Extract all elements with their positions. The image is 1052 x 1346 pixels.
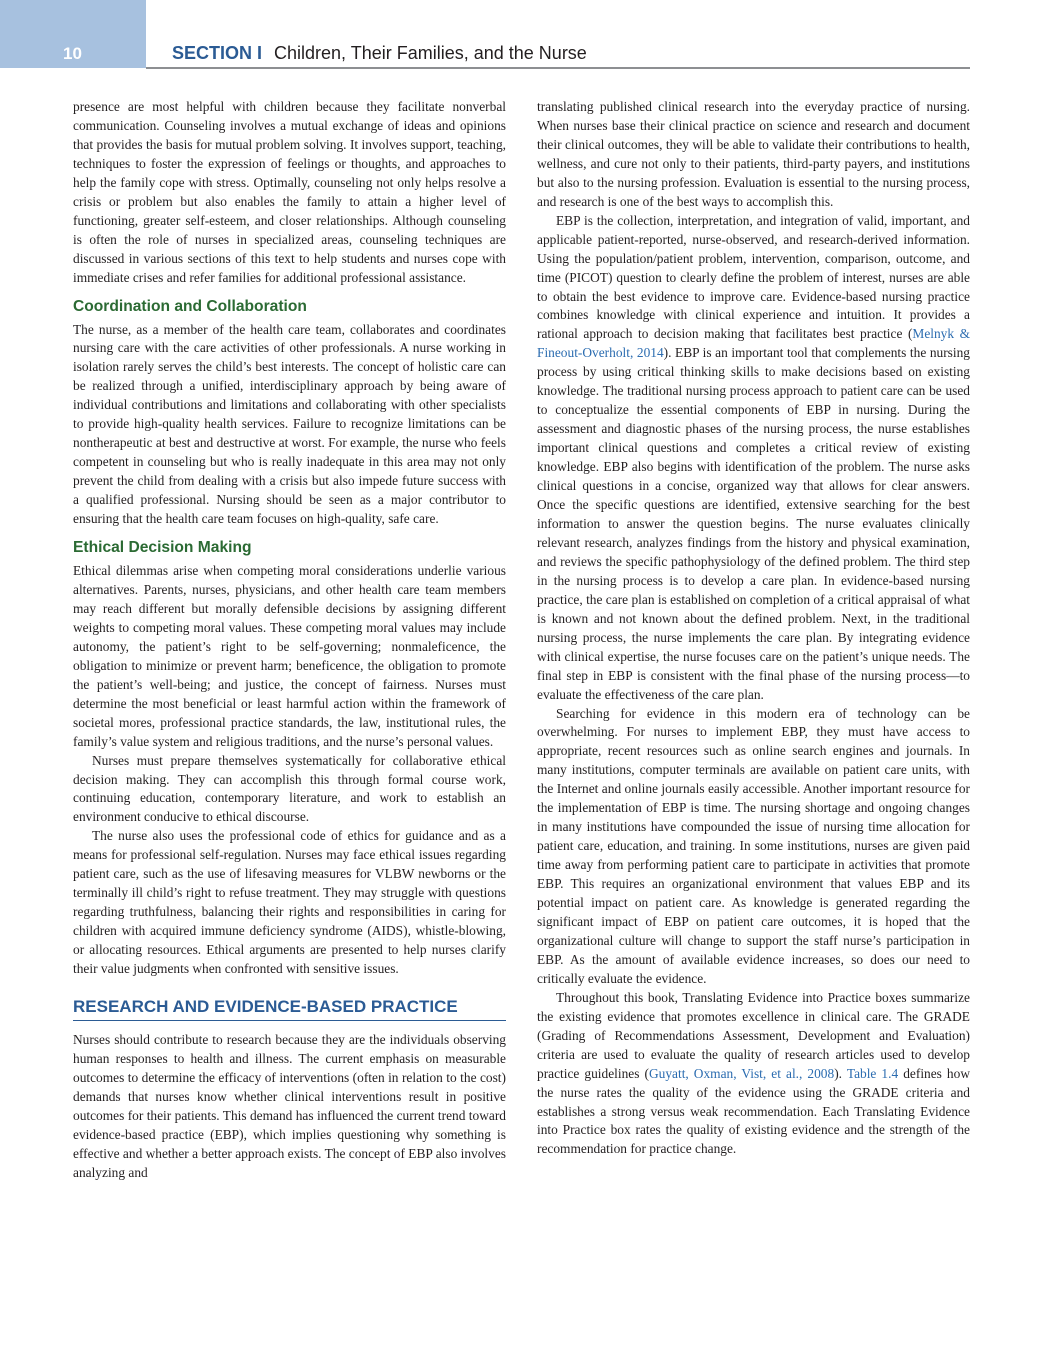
- paragraph-searching: Searching for evidence in this modern era of technology can be overwhelming. For nurses to implement EBP, they must have access to appropriate, recent resources such as online search engines and journals. In many institutions, computer terminals are available on patient care units, with the Internet and online journals easily accessible. Another important resource for the implementation of EBP is time. The nursing shortage and ongoing changes in many institutions have compounded the issue of nursing time allocation for patient care, education, and training. In some institutions, nurses are given paid time away from performing patient care to participate in activities that promote EBP. This requires an organizational environment that values EBP and its potential impact on patient care. As knowledge is generated regarding the significant impact of EBP on patient care outcomes, it is hoped that the organizational culture will change to support the staff nurse’s participation in EBP. As the amount of available evidence increases, so does our need to critically evaluate the evidence.: [537, 705, 970, 986]
- page-number: 10: [63, 44, 82, 63]
- heading-research: RESEARCH AND EVIDENCE-BASED PRACTICE: [73, 997, 506, 1021]
- text-span: defines how the nurse rates the quality of the evidence using the GRADE criteria and establishes a strong versus weak recommendation. Each Translating Evidence into Practice box rates the quality of existing evidence and the strength of the recommendation for practice change.: [537, 1065, 970, 1157]
- citation-link-melnyk[interactable]: Melnyk & Fineout-Overholt, 2014: [537, 326, 971, 361]
- left-column: [73, 98, 506, 1183]
- paragraph-translating: translating published clinical research into the everyday practice of nursing. When nurses base their clinical practice on science and research and document their clinical outcomes, they will be able to validate their contributions to health, wellness, and cure not only to their patients, third-party payers, and institutions but also to the nursing profession. Evaluation is essential to the nursing process, and research is one of the best ways to accomplish this.: [537, 99, 970, 209]
- heading-ethical: Ethical Decision Making: [73, 539, 252, 557]
- text-span: Throughout this book, Translating Evidence into Practice boxes summarize the existing evidence that promotes excellence in clinical care. The GRADE (Grading of Recommendations Assessment, Development and Evaluation) criteria are used to evaluate the quality of research articles used to develop practice guidelines (: [537, 989, 970, 1081]
- paragraph-research: Nurses should contribute to research because they are the individuals observing human responses to health and illness. The current emphasis on measurable outcomes to determine the efficacy of interventions (often in relation to the cost) demands that nurses know whether clinical interventions result in positive outcomes for their patients. This demand has influenced the current trend toward evidence-based practice (EBP), which implies questioning why something is effective and whether a better approach exists. The concept of EBP also involves analyzing and: [73, 1031, 506, 1180]
- paragraph-ethical-prepare: Nurses must prepare themselves systematically for collaborative ethical decision making. They can accomplish this through formal course work, continuing education, contemporary literature, and work to establish an environment conducive to ethical discourse.: [73, 752, 506, 825]
- table-link-1-4[interactable]: Table 1.4: [846, 1065, 899, 1081]
- section-title: Children, Their Families, and the Nurse: [274, 43, 587, 63]
- paragraph-grade: [537, 989, 970, 1160]
- text-span: ). EBP is an important tool that complements the nursing process by using critical thinking skills to make decisions based on existing knowledge. The traditional nursing process approach to patient care can be used to conceptualize the essential components of EBP in nursing. During the assessment and diagnostic phases of the nursing process, the nurse establishes important clinical questions and completes a critical review of existing knowledge. EBP also begins with identification of the problem. The nurse asks clinical questions in a concise, organized way that allows for clear answers. Once the specific questions are identified, extensive searching for the best information to answer the question begins. The nurse evaluates clinically relevant research, analyzes findings from the history and physical examination, and reviews the specific pathophysiology of the defined problem. The third step in the nursing process is to develop a care plan. In evidence-based nursing practice, the care plan is established on completion of a critical appraisal of what is known and not known about the defined problem. Next, in the traditional nursing process, the nurse implements the care plan. By integrating evidence with clinical expertise, the nurse focuses care on the patient’s unique needs. The final step in EBP is consistent with the final phase of the nursing process—to evaluate the effectiveness of the care plan.: [537, 345, 971, 702]
- paragraph-ethical-code: The nurse also uses the professional code of ethics for guidance and as a means for professional self-regulation. Nurses may face ethical issues regarding patient care, such as the use of lifesaving measures for VLBW newborns or the terminally ill child’s right to refuse treatment. They may struggle with questions regarding truthfulness, balancing their rights and responsibilities in caring for children with acquired immune deficiency syndrome (AIDS), whistle-blowing, or allocating resources. Ethical arguments are presented to help nurses clarify their value judgments when confronted with sensitive issues.: [73, 828, 506, 977]
- heading-coordination: Coordination and Collaboration: [73, 297, 307, 315]
- citation-link-guyatt[interactable]: Guyatt, Oxman, Vist, et al., 2008: [648, 1065, 835, 1081]
- section-label: SECTION I: [172, 43, 263, 63]
- text-span: ).: [834, 1065, 847, 1081]
- paragraph-ethical-dilemmas: Ethical dilemmas arise when competing moral considerations underlie various alternatives. Parents, nurses, physicians, and other health care team members may reach different but morally defensible decisions by assigning different weights to competing moral values. These competing moral values may include autonomy, the patient’s right to be self-governing; nonmaleficence, the obligation to minimize or prevent harm; beneficence, the obligation to promote the patient’s well-being; and justice, the concept of fairness. Nurses must determine the most beneficial or least harmful action within the framework of societal mores, professional practice standards, the law, institutional rules, the family’s value system and religious traditions, and the nurse’s personal values.: [73, 563, 506, 749]
- paragraph-ebp-definition: [537, 212, 970, 705]
- header-divider: [146, 67, 970, 69]
- text-span: EBP is the collection, interpretation, and integration of valid, important, and applicable patient-reported, nurse-observed, and research-derived information. Using the population/patient problem, intervention, comparison, outcome, and time (PICOT) question to clearly define the problem of interest, nurses are able to obtain the best evidence to improve care. Evidence-based nursing practice combines knowledge with clinical experience and intuition. It provides a rational approach to decision making that facilitates best practice (: [537, 212, 970, 342]
- paragraph-coordination: The nurse, as a member of the health care team, collaborates and coordinates nursing care with the care activities of other professionals. A nurse working in isolation rarely serves the child’s best interests. The concept of holistic care can be realized through a unified, interdisciplinary approach by being aware of individual contributions and limitations and collaborating with other specialists to provide high-quality health services. Failure to recognize limitations can be nontherapeutic at best and destructive at worst. For example, the nurse who feels competent in counseling but who is really inadequate in this area may not only prevent the child from dealing with a crisis but also impede future success with a qualified professional. Nursing should be seen as a major contributor to ensuring that the health care team focuses on high-quality, safe care.: [73, 321, 506, 527]
- right-column: [537, 98, 970, 1159]
- running-header: [172, 43, 587, 64]
- paragraph-counseling: presence are most helpful with children because they facilitate nonverbal communication. Counseling involves a mutual exchange of ideas and opinions that provides the basis for mutual problem solving. It involves support, teaching, techniques to foster the expression of feelings or thoughts, and approaches to help the family cope with stress. Optimally, counseling not only helps resolve a crisis or problem but also enables the family to attain a higher level of functioning, greater self-esteem, and closer relationships. Although counseling is often the role of nurses in specialized areas, counseling techniques are discussed in various sections of this text to help students and nurses cope with immediate crises and refer families for additional professional assistance.: [73, 99, 506, 285]
